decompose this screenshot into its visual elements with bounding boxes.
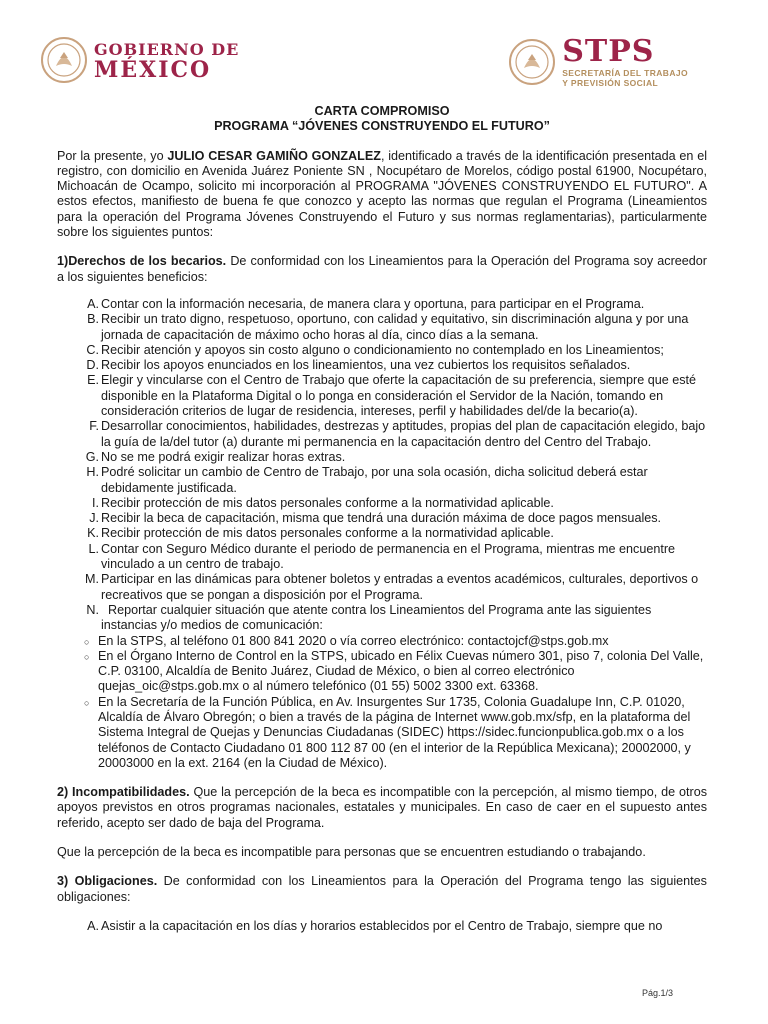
section-heading: 3) Obligaciones.: [57, 874, 158, 889]
stps-acronym: STPS: [562, 34, 655, 69]
list-item: A. Contar con la información necesaria, de manera clara y oportuna, para participar en el Programa.: [87, 296, 645, 311]
gobierno-mexico-logo: [40, 36, 239, 84]
section-heading: 1)Derechos de los becarios.: [57, 254, 227, 269]
list-item: ○ En la Secretaría de la Función Pública, en Av. Insurgentes Sur 1735, Colonia Guadalupe Inn, C.P. 01020, Alcaldía de Álvaro Obregón; o bien a través de la página de Internet www.gob.mx/sfp, en la plataforma del Sistema Integral de Quejas y Denuncias Ciudadanas (SIDEC) https://sidec.funcionpublica.gob.mx o a los teléfonos de Contacto Ciudadano 01 800 112 87 00 (en el interior de la República Mexicana); 20002000, y 20003000 en la ext. 2164 (en la Ciudad de México).: [84, 694, 691, 770]
list-item: G. No se me podrá exigir realizar horas extras.: [85, 449, 346, 464]
list-item: H. Podré solicitar un cambio de Centro de Trabajo, por una sola ocasión, dicha solicitud deberá estar debidamente justificada.: [86, 465, 652, 495]
incompat-paragraph: Que la percepción de la beca es incompatible para personas que se encuentren estudiando o trabajando.: [57, 845, 646, 860]
section-incompat: 2) Incompatibilidades. Que la percepción de la beca es incompatible con la percepción, al mismo tiempo, de otros apoyos previstos en otros programas nacionales, estatales y municipales. En caso de caer en el supuesto antes referido, acepto ser dado de baja del Programa.: [57, 785, 707, 830]
list-item: E. Elegir y vincularse con el Centro de Trabajo que oferte la capacitación de su preferencia, siempre que esté disponible en la Plataforma Digital o lo ponga en consideración el Servidor de la Nación, tomando en consideración criterios de lugar de residencia, intereses, perfil y habilidades del/de la becario(a).: [87, 373, 700, 419]
list-item: F. Desarrollar conocimientos, habilidades, destrezas y aptitudes, propias del plan de capacitación elegido, bajo la guía de la/del tutor (a) durante mi permanencia en la capacitación dentro del Centro del Trabajo.: [89, 419, 709, 449]
section-obligations: 3) Obligaciones. De conformidad con los Lineamientos para la Operación del Programa tengo las siguientes obligaciones:: [57, 874, 707, 904]
document-title: CARTA COMPROMISO: [314, 104, 450, 118]
stps-name-line2: Y PREVISIÓN SOCIAL: [562, 78, 659, 88]
list-item: D. Recibir los apoyos enunciados en los lineamientos, una vez cubiertos los requisitos señalados.: [86, 358, 631, 373]
rights-list: [57, 297, 707, 634]
list-item: N. Reportar cualquier situación que atente contra los Lineamientos del Programa ante las siguientes instancias y/o medios de comunicación:: [86, 602, 655, 633]
eagle-seal-icon: [508, 38, 556, 86]
page-header: [40, 36, 688, 88]
list-item: A. Asistir a la capacitación en los días y horarios establecidos por el Centro de Trabajo, siempre que no: [87, 918, 663, 933]
logo-text-line2: MÉXICO: [94, 57, 212, 83]
intro-paragraph: Por la presente, yo JULIO CESAR GAMIÑO GONZALEZ, identificado a través de la identificación presentada en el registro, con domicilio en Avenida Juárez Poniente SN , Nocupétaro de Morelos, código postal 61900, Nocupétaro, Michoacán de Ocampo, solicito mi incorporación al PROGRAMA "JÓVENES CONSTRUYENDO EL FUTURO". A estos efectos, manifiesto de buena fe que conozco y acepto las normas que regulan el Programa (Lineamientos para la operación del Programa Jóvenes Construyendo el Futuro y sus normas reglamentarias), particularmente sobre los siguientes puntos:: [57, 148, 708, 240]
list-item: L. Contar con Seguro Médico durante el periodo de permanencia en el Programa, mientras me encuentre vinculado a un centro de trabajo.: [88, 541, 679, 572]
list-item: I. Recibir protección de mis datos personales conforme a la normatividad aplicable.: [92, 495, 554, 510]
report-channels-list: [57, 634, 707, 772]
section-heading: 2) Incompatibilidades.: [57, 785, 190, 800]
list-item: ○ En la STPS, al teléfono 01 800 841 2020 o vía correo electrónico: contactojcf@stps.gob.mx: [84, 633, 609, 648]
applicant-name: JULIO CESAR GAMIÑO GONZALEZ: [167, 148, 381, 163]
document-subtitle: PROGRAMA “JÓVENES CONSTRUYENDO EL FUTURO”: [214, 119, 550, 134]
page-number: Pág.1/3: [642, 988, 674, 998]
section-rights-intro: 1)Derechos de los becarios. De conformidad con los Lineamientos para la Operación del Programa soy acreedor a los siguientes beneficios:: [57, 254, 707, 284]
list-item: B. Recibir un trato digno, respetuoso, oportuno, con calidad y equitativo, sin discriminación alguna y por una jornada de capacitación de máximo ocho horas al día, cinco días a la semana.: [87, 312, 692, 342]
eagle-seal-icon: [40, 36, 88, 84]
list-item: J. Recibir la beca de capacitación, misma que tendrá una duración máxima de doce pagos mensuales.: [89, 511, 662, 526]
list-item: M. Participar en las dinámicas para obtener boletos y entradas a eventos académicos, culturales, deportivos o recreativos que se pongan a disposición por el Programa.: [85, 572, 702, 602]
list-item: K. Recibir protección de mis datos personales conforme a la normatividad aplicable.: [87, 526, 554, 541]
list-item: ○ En el Órgano Interno de Control en la STPS, ubicado en Félix Cuevas número 301, piso 7, colonia Del Valle, C.P. 03100, Alcaldía de Benito Juárez, Ciudad de México, o bien al correo electrónico quejas_oic@stps.gob.mx o al número telefónico (01 55) 5002 3300 ext. 63368.: [84, 648, 704, 694]
list-item: C. Recibir atención y apoyos sin costo alguno o condicionamiento no contemplado en los Lineamientos;: [86, 342, 664, 357]
stps-logo: [508, 36, 688, 88]
obligations-list: [57, 919, 707, 934]
logo-text-line1: GOBIERNO DE: [94, 40, 240, 59]
stps-name-line1: SECRETARÍA DEL TRABAJO: [562, 68, 688, 78]
document-body: [57, 104, 707, 934]
